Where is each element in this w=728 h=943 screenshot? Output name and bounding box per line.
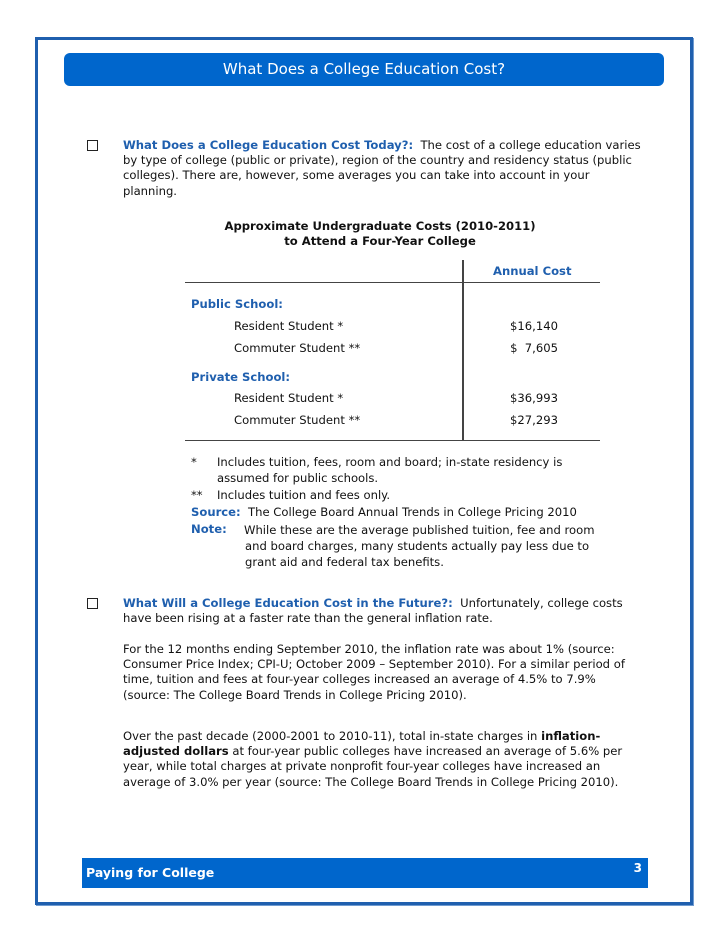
table-bottom-rule [185, 440, 600, 441]
row-label: Commuter Student ** [234, 341, 361, 355]
footnote-text: Includes tuition, fees, room and board; in-state residency is assumed for public schools. [217, 455, 563, 485]
table-title [185, 219, 575, 249]
paragraph-decade [123, 729, 643, 790]
footnote-text: Includes tuition and fees only. [217, 488, 391, 502]
row-label: Commuter Student ** [234, 413, 361, 427]
footer-bar [82, 858, 648, 888]
section-body: Unfortunately, college costs have been rising at a faster rate than the general inflation rate. [123, 596, 623, 626]
source-label: Source: [191, 505, 241, 519]
row-value: $27,293 [510, 413, 558, 427]
table-title-line2: to Attend a Four-Year College [284, 234, 476, 248]
checkbox-icon [87, 140, 98, 151]
checkbox-icon [87, 598, 98, 609]
row-value: $36,993 [510, 391, 558, 405]
row-value: $16,140 [510, 319, 558, 333]
page-title: What Does a College Education Cost? [64, 53, 664, 86]
group-label: Private School: [191, 370, 291, 384]
row-value: $ 7,605 [510, 341, 558, 355]
paragraph-text: Over the past decade (2000-2001 to 2010-11), total in-state charges in [123, 729, 538, 743]
footnote-mark: ** [191, 488, 203, 502]
source-line [191, 505, 577, 519]
table-title-line1: Approximate Undergraduate Costs (2010-2011) [224, 219, 536, 233]
paragraph-inflation: For the 12 months ending September 2010, the inflation rate was about 1% (source: Consumer Price Index; CPI-U; October 2009 – September 2010). For a similar period of time, tuition and fees at four-year colleges increased an average of 4.5% to 7.9% (source: The College Board Trends in College Pricing 2010). [123, 642, 625, 702]
source-text: The College Board Annual Trends in College Pricing 2010 [248, 505, 577, 519]
footnote-mark: * [191, 455, 197, 469]
section-heading: What Does a College Education Cost Today?: [123, 138, 414, 152]
page-number: 3 [633, 861, 642, 875]
section-body: The cost of a college education varies by type of college (public or private), region of the country and residency status (public colleges). There are, however, some averages you can take into account in your planning. [123, 138, 641, 198]
paragraph-emphasis: inflation-adjusted dollars [123, 729, 601, 759]
section-heading: What Will a College Education Cost in the Future?: [123, 596, 453, 610]
column-divider [462, 260, 464, 441]
note-text: While these are the average published tuition, fee and room and board charges, many students actually pay less due to grant aid and federal tax benefits. [244, 523, 595, 569]
group-label: Public School: [191, 297, 283, 311]
column-header: Annual Cost [493, 264, 572, 278]
note-label: Note: [191, 522, 227, 536]
row-label: Resident Student * [234, 391, 344, 405]
table-top-rule [185, 282, 600, 283]
section-future [123, 596, 643, 626]
footer-title: Paying for College [86, 865, 215, 880]
paragraph-text: at four-year public colleges have increased an average of 5.6% per year, while total charges at private nonprofit four-year colleges have increased an average of 3.0% per year (source: The College Board Trends in College Pricing 2010). [123, 744, 623, 789]
section-today [123, 138, 643, 199]
row-label: Resident Student * [234, 319, 344, 333]
